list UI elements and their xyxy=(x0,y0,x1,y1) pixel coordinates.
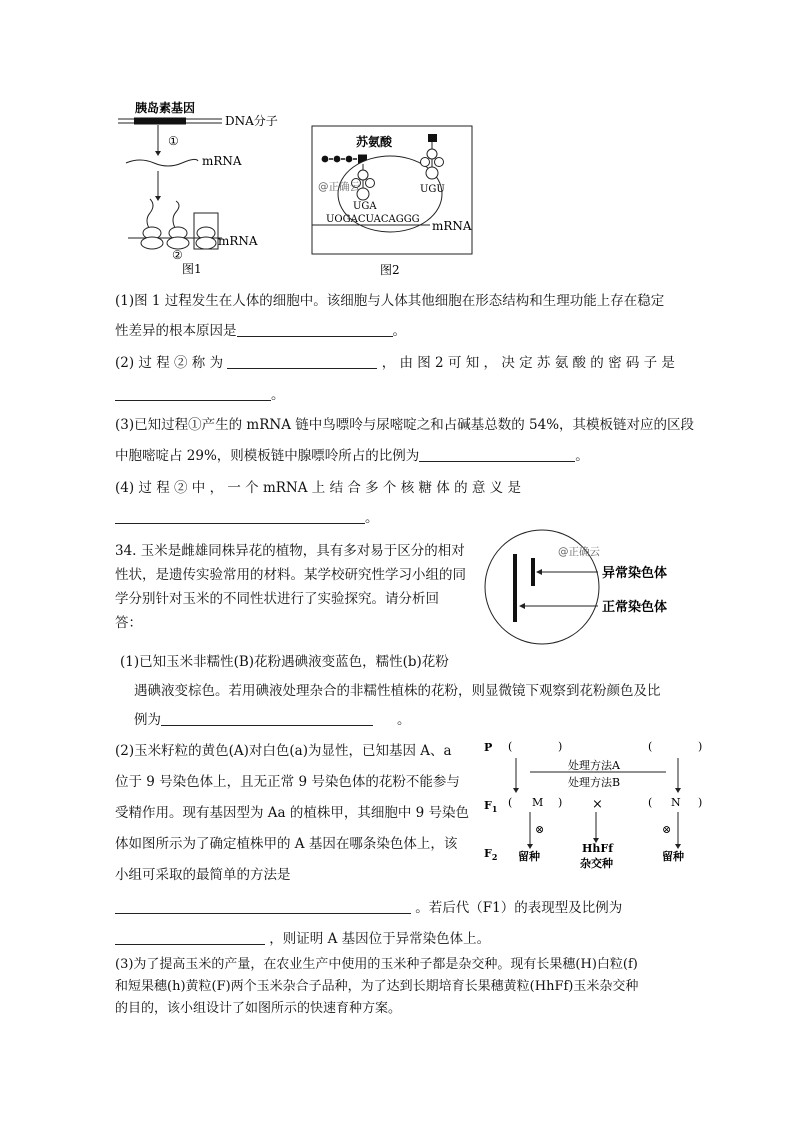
q34-s3-line1: (3)为了提高玉米的产量，在农业生产中使用的玉米种子都是杂交种。现有长果穗(H)白粒(f) xyxy=(115,957,638,972)
answer-blank-6[interactable] xyxy=(161,711,373,726)
q33-part1-line1: (1)图 1 过程发生在人体的细胞中。该细胞与人体其他细胞在形态结构和生理功能上存在稳定 xyxy=(115,293,665,309)
keep-seed-left: 留种 xyxy=(518,850,540,863)
trna-loop-left xyxy=(358,170,368,180)
cross-symbol: × xyxy=(592,797,603,812)
q34-s1-line2: 遇碘液变棕色。若用碘液处理杂合的非糯性植株的花粉，则显微镜下观察到花粉颜色及比 xyxy=(134,683,661,699)
normal-chromosome xyxy=(513,554,517,622)
q34-s2-line3: 受精作用。现有基因型为 Aa 的植株甲，其细胞中 9 号染色 xyxy=(115,805,470,821)
breeding-scheme xyxy=(482,736,712,874)
answer-blank-2[interactable] xyxy=(227,354,377,369)
svg-text:): ) xyxy=(558,740,563,753)
anticodon-ugu: UGU xyxy=(420,184,445,195)
q34-s2-line1: (2)玉米籽粒的黄色(A)对白色(a)为显性，已知基因 A、a xyxy=(115,743,452,759)
m-label: M xyxy=(532,796,544,809)
watermark-2: @正确云 xyxy=(558,546,600,558)
q34-intro-line3: 学分别针对玉米的不同性状进行了实验探究。请分析回 xyxy=(115,591,439,607)
step-2-label: ② xyxy=(172,248,183,262)
insulin-gene-label: 胰岛素基因 xyxy=(135,101,196,115)
q34-s2-line5: 小组可采取的最简单的方法是 xyxy=(115,867,291,883)
answer-blank-8[interactable] xyxy=(115,930,265,945)
answer-blank-7[interactable] xyxy=(115,899,411,914)
figure-1-caption: 图1 xyxy=(182,262,202,276)
dna-label: DNA分子 xyxy=(225,114,278,128)
q34-s2-line4: 体如图所示为了确定植株甲的 A 基因在哪条染色体上，该 xyxy=(115,836,458,852)
figure-2 xyxy=(308,124,478,281)
q33-part3-line1: (3)已知过程①产生的 mRNA 链中鸟嘌呤与尿嘧啶之和占碱基总数的 54%，其模板链对应的区段 xyxy=(115,417,695,433)
svg-text:): ) xyxy=(698,796,703,809)
trna-loop-right xyxy=(427,149,437,159)
self-symbol-right: ⊗ xyxy=(662,823,672,836)
answer-blank-5[interactable] xyxy=(115,509,365,524)
anticodon-uga: UGA xyxy=(353,201,377,212)
abnormal-chromosome xyxy=(531,558,535,586)
chromosome-figure xyxy=(478,528,688,646)
answer-blank-4[interactable] xyxy=(419,447,575,462)
q33-part3-line2: 中胞嘧啶占 29%，则模板链中腺嘌呤所占的比例为 。 xyxy=(115,448,589,464)
q34-s2-line6: 。若后代（F1）的表现型及比例为 xyxy=(115,898,622,918)
q34-s2-line7: ，则证明 A 基因位于异常染色体上。 xyxy=(115,929,490,949)
svg-text:(: ( xyxy=(648,796,653,809)
keep-seed-right: 留种 xyxy=(662,850,684,863)
self-symbol-left: ⊗ xyxy=(535,823,545,836)
svg-text:): ) xyxy=(698,740,703,753)
q33-part1-text: 性差异的根本原因是 xyxy=(115,323,237,339)
mrna-strand xyxy=(126,159,198,166)
mrna-label-fig2: mRNA xyxy=(432,219,472,233)
svg-text:(: ( xyxy=(648,740,653,753)
mrna-sequence: UOGACUACAGGG xyxy=(326,214,420,225)
n-label: N xyxy=(671,796,681,809)
amino-acid-chain xyxy=(322,156,329,163)
q33-part2-line2: 。 xyxy=(115,385,285,405)
q33-part2-line1: (2) 过 程 ② 称 为 ， 由 图 2 可 知 ， 决 定 苏 氨 酸 的 密 码 子 是 xyxy=(115,355,675,371)
svg-text:(: ( xyxy=(508,796,513,809)
step-1-label: ① xyxy=(168,134,179,148)
figure-1 xyxy=(110,95,290,280)
q34-s1-line3: 例为 。 xyxy=(134,712,411,728)
method-a-label: 处理方法A xyxy=(568,759,620,772)
q33-part4-line1: (4) 过 程 ② 中 ， 一 个 mRNA 上 结 合 多 个 核 糖 体 的 意 义 是 xyxy=(115,480,521,496)
abnormal-label: 异常染色体 xyxy=(602,566,668,581)
svg-text:(: ( xyxy=(508,740,513,753)
polypeptide-1 xyxy=(147,199,153,230)
method-b-label: 处理方法B xyxy=(568,776,621,789)
polypeptide-2 xyxy=(173,201,179,230)
gene-segment xyxy=(134,118,186,125)
hybrid-genotype: HhFf xyxy=(582,842,613,855)
q33-part4-line2: 。 xyxy=(115,508,379,528)
answer-blank-1[interactable] xyxy=(237,322,393,337)
q34-s1-line1: (1)已知玉米非糯性(B)花粉遇碘液变蓝色，糯性(b)花粉 xyxy=(120,654,449,670)
svg-text:): ) xyxy=(558,796,563,809)
mrna-label-2: mRNA xyxy=(218,234,258,248)
trna-aa-block xyxy=(428,134,437,142)
figure-2-caption: 图2 xyxy=(380,263,400,277)
answer-blank-3[interactable] xyxy=(115,386,271,401)
q34-s3-line3: 的目的，该小组设计了如图所示的快速育种方案。 xyxy=(115,1001,402,1016)
watermark: @正确云 xyxy=(318,181,360,193)
q34-intro-line4: 答： xyxy=(115,615,142,631)
f2-label: $F_2$ xyxy=(484,847,498,862)
q34-intro-line2: 性状，是遗传实验常用的材料。某学校研究性学习小组的同 xyxy=(115,567,466,583)
q33-part1-line2: 性差异的根本原因是 。 xyxy=(115,323,406,339)
threonine-label: 苏氨酸 xyxy=(356,135,393,149)
q34-intro-line1: 34. 玉米是雌雄同株异花的植物，具有多对易于区分的相对 xyxy=(115,543,465,559)
p-label: P xyxy=(484,741,493,754)
f1-label: $F_1$ xyxy=(484,799,498,814)
q34-s3-line2: 和短果穗(h)黄粒(F)两个玉米杂合子品种，为了达到长期培育长果穗黄粒(HhFf)玉米杂交种 xyxy=(115,979,639,994)
mrna-label: mRNA xyxy=(202,154,242,168)
normal-label: 正常染色体 xyxy=(602,600,668,615)
hybrid-label: 杂交种 xyxy=(580,857,613,870)
q34-s2-line2: 位于 9 号染色体上，且无正常 9 号染色体的花粉不能参与 xyxy=(115,774,460,790)
